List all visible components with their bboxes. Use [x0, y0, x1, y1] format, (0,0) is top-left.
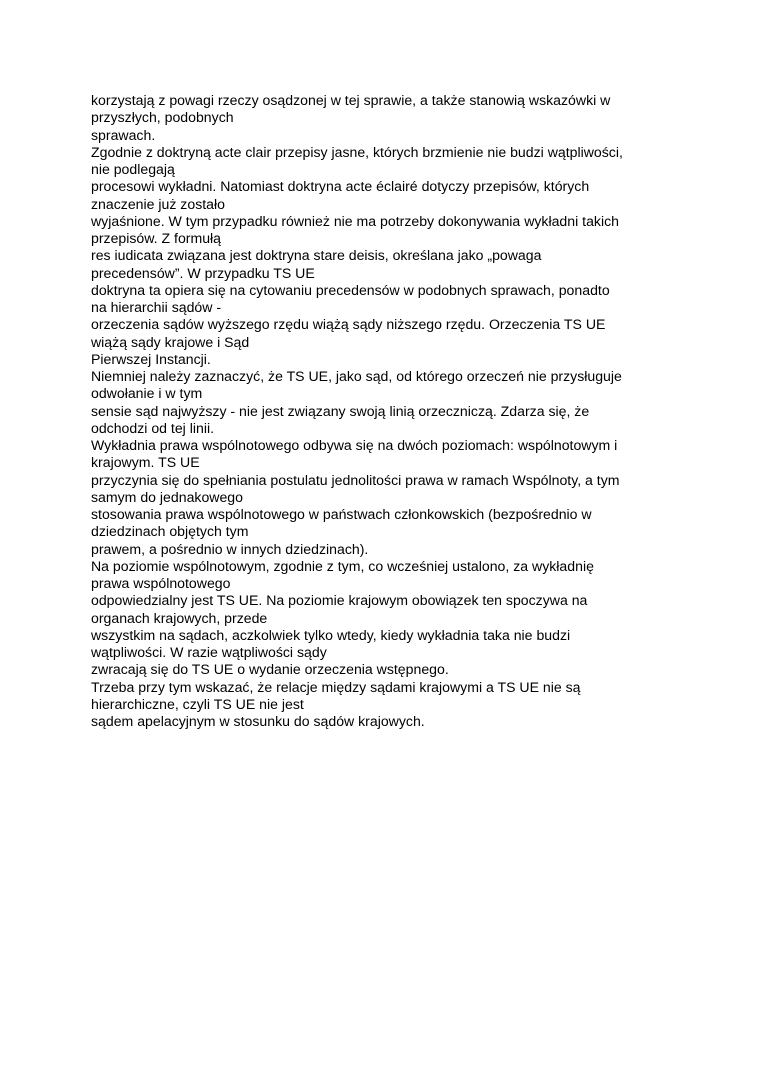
text-line: doktryna ta opiera się na cytowaniu precedensów w podobnych sprawach, ponadto	[91, 281, 610, 298]
text-line: Trzeba przy tym wskazać, że relacje między sądami krajowymi a TS UE nie są	[91, 678, 581, 695]
text-line: stosowania prawa wspólnotowego w państwach członkowskich (bezpośrednio w	[91, 506, 592, 522]
text-line: sensie sąd najwyższy - nie jest związany swoją linią orzeczniczą. Zdarza się, że	[91, 402, 590, 419]
text-line: przepisów. Z formułą	[91, 230, 222, 246]
text-line: sądem apelacyjnym w stosunku do sądów krajowych.	[91, 713, 425, 729]
text-line: na hierarchii sądów -	[91, 299, 222, 315]
text-line: orzeczenia sądów wyższego rzędu wiążą sądy niższego rzędu. Orzeczenia TS UE	[91, 316, 606, 333]
text-line: precedensów”. W przypadku TS UE	[91, 264, 315, 281]
text-line: organach krajowych, przede	[91, 609, 268, 626]
text-line: odchodzi od tej linii.	[91, 419, 215, 436]
text-line: prawa wspólnotowego	[91, 575, 231, 591]
document-body-text	[91, 92, 681, 730]
text-line: sprawach.	[91, 126, 156, 143]
text-line: Niemniej należy zaznaczyć, że TS UE, jako sąd, od którego orzeczeń nie przysługuje	[91, 368, 622, 384]
text-line: zwracają się do TS UE o wydanie orzeczenia wstępnego.	[91, 661, 449, 678]
text-line: przyszłych, podobnych	[91, 109, 234, 126]
text-line: korzystają z powagi rzeczy osądzonej w tej sprawie, a także stanowią wskazówki w	[91, 92, 611, 108]
text-line: procesowi wykładni. Natomiast doktryna acte éclairé dotyczy przepisów, których	[91, 178, 590, 195]
text-line: Na poziomie wspólnotowym, zgodnie z tym, co wcześniej ustalono, za wykładnię	[91, 557, 594, 574]
text-line: odpowiedzialny jest TS UE. Na poziomie krajowym obowiązek ten spoczywa na	[91, 592, 588, 609]
text-line: samym do jednakowego	[91, 488, 243, 505]
text-line: znaczenie już zostało	[91, 195, 225, 212]
text-line: prawem, a pośrednio w innych dziedzinach).	[91, 540, 369, 557]
text-line: Wykładnia prawa wspólnotowego odbywa się na dwóch poziomach: wspólnotowym i	[91, 437, 618, 453]
text-line: res iudicata związana jest doktryna stare deisis, określana jako „powaga	[91, 247, 542, 264]
text-line: wszystkim na sądach, aczkolwiek tylko wtedy, kiedy wykładnia taka nie budzi	[91, 626, 571, 643]
text-line: wyjaśnione. W tym przypadku również nie ma potrzeby dokonywania wykładni takich	[91, 212, 619, 229]
text-line: hierarchiczne, czyli TS UE nie jest	[91, 695, 304, 712]
text-line: Pierwszej Instancji.	[91, 350, 211, 367]
text-line: przyczynia się do spełniania postulatu jednolitości prawa w ramach Wspólnoty, a tym	[91, 471, 620, 488]
text-line: wątpliwości. W razie wątpliwości sądy	[91, 644, 327, 660]
text-line: Zgodnie z doktryną acte clair przepisy jasne, których brzmienie nie budzi wątpliwości,	[91, 143, 623, 160]
text-line: odwołanie i w tym	[91, 385, 203, 402]
text-line: krajowym. TS UE	[91, 454, 200, 471]
text-line: dziedzinach objętych tym	[91, 523, 249, 540]
text-line: nie podlegają	[91, 161, 175, 177]
text-line: wiążą sądy krajowe i Sąd	[91, 333, 250, 350]
